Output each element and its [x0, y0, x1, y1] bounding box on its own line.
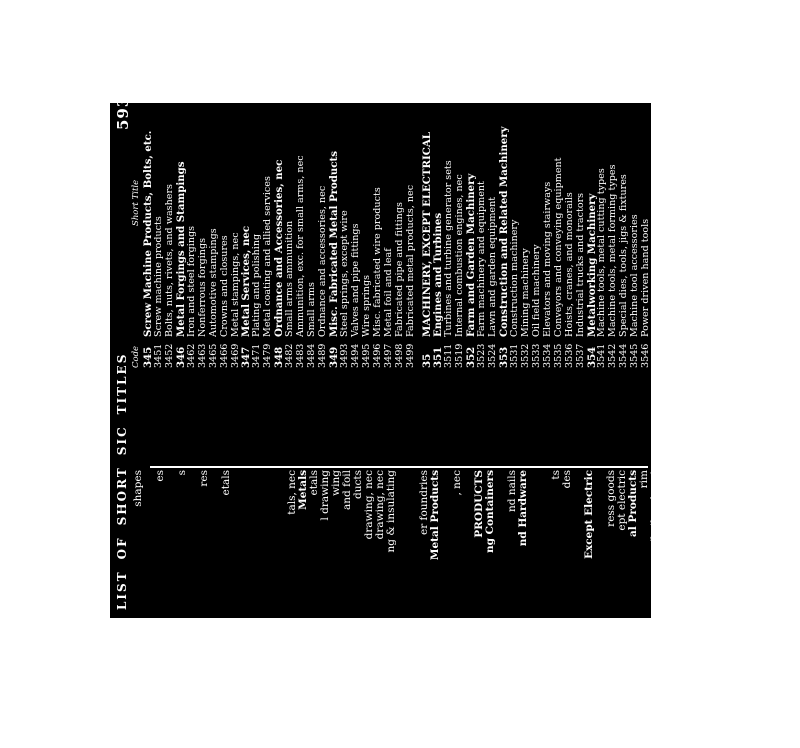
- left-column-line: dings: [682, 470, 694, 499]
- left-column-line: [254, 470, 265, 748]
- sic-title: Screw Machine Products, Bolts, etc.: [142, 130, 154, 337]
- heading-word: TITLES: [115, 352, 129, 415]
- sic-code: 3519: [454, 343, 466, 368]
- sic-title: Construction and Related Machinery: [498, 126, 510, 337]
- sic-code: 3496: [371, 343, 383, 368]
- sic-title: Farm machinery and equipment: [476, 181, 488, 337]
- sic-title: Metalworking machinery, nec: [662, 192, 674, 337]
- left-column-line: ept electric: [616, 470, 628, 531]
- sic-title: Misc. Fabricated Metal Products: [327, 151, 340, 337]
- sic-title: Conveyors and conveying equipment: [552, 157, 564, 337]
- left-column-line: ng Containers: [484, 470, 496, 554]
- sic-title: Lawn and garden equipment: [487, 196, 499, 337]
- title-header: Short Title: [131, 179, 141, 226]
- sic-code: 3551: [683, 343, 695, 368]
- sic-code: 3545: [629, 343, 641, 368]
- sic-title: Ammunition, exc. for small arms, nec: [295, 155, 307, 337]
- sic-title: Machine tools, metal cutting types: [596, 168, 608, 337]
- sic-title: Machine tools, metal forming types: [607, 164, 619, 337]
- heading-word: SHORT: [115, 466, 129, 526]
- left-column-line: ducts: [352, 470, 364, 499]
- sic-title: Special dies, tools, jigs & fixtures: [618, 174, 630, 337]
- sic-code: 3494: [349, 343, 361, 368]
- left-column-line: Except Electric: [583, 470, 595, 560]
- left-column-line: [210, 470, 221, 748]
- scanned-page: [110, 95, 705, 618]
- sic-code: 349: [327, 346, 340, 368]
- left-column-line: es: [154, 470, 166, 482]
- left-column-line: s: [176, 470, 188, 476]
- sic-code: 353: [498, 346, 510, 368]
- sic-code: 3511: [443, 343, 455, 368]
- left-column-line: tals, nec: [286, 470, 298, 515]
- sic-title: Small arms ammunition: [284, 220, 296, 337]
- left-column-line: al Products: [627, 470, 639, 538]
- left-column-line: [166, 470, 177, 748]
- left-column-line: Metals: [297, 470, 309, 510]
- sic-code: 3541: [596, 343, 608, 368]
- sic-title: Fabricated metal products, nec: [404, 184, 416, 337]
- sic-code: 3495: [360, 343, 372, 368]
- left-column-line: wing: [330, 470, 342, 496]
- sic-code: 3482: [284, 343, 296, 368]
- sic-title: Metal Forgings and Stampings: [174, 161, 187, 337]
- left-column-line: k: [671, 470, 683, 477]
- sic-title: Metal foil and leaf: [382, 248, 394, 337]
- left-column-line: etals: [308, 470, 320, 496]
- sic-title: Valves and pipe fittings: [349, 223, 361, 337]
- sic-title: Wire springs: [360, 274, 372, 337]
- left-column-line: l drawing: [319, 470, 331, 521]
- sic-code: 3531: [508, 343, 520, 368]
- sic-title: Food products machinery: [683, 212, 695, 337]
- sic-title: Bolts, nuts, rivets, and washers: [163, 184, 175, 337]
- sic-title: Misc. fabricated wire products: [371, 187, 383, 337]
- left-column-line: ress goods: [605, 470, 617, 527]
- sic-code: 3471: [251, 343, 263, 368]
- sic-code: 3549: [662, 343, 674, 368]
- sic-code: 348: [273, 346, 286, 368]
- left-column-line: [540, 470, 551, 748]
- sic-title: MACHINERY, EXCEPT ELECTRICAL: [421, 132, 434, 337]
- left-column-line: and foil: [341, 470, 353, 511]
- left-column-line: shapes: [132, 470, 144, 507]
- sic-title: Rolling mill machinery: [651, 226, 663, 337]
- sic-title: Turbines and turbine generator sets: [443, 160, 455, 337]
- sic-title: Plating and polishing: [251, 233, 263, 337]
- left-column-line: etals: [220, 470, 232, 496]
- sic-code: 3451: [152, 343, 164, 368]
- left-column-line: 1: [693, 470, 705, 477]
- sic-code: 3533: [530, 343, 542, 368]
- heading-word: SIC: [115, 425, 129, 456]
- left-column-line: rim: [638, 470, 650, 489]
- sic-title: Industrial trucks and tractors: [574, 192, 586, 337]
- page-number: 593: [114, 95, 132, 130]
- sic-code: 346: [174, 346, 187, 368]
- left-column-line: drawing, nec: [363, 470, 375, 540]
- sic-code: 3537: [574, 343, 586, 368]
- sic-title: Power driven hand tools: [640, 218, 652, 337]
- sic-code: 3465: [207, 343, 219, 368]
- sic-code: 3469: [229, 343, 241, 368]
- sic-code: 3536: [563, 343, 575, 368]
- rotated-content: [110, 95, 705, 618]
- column-divider: [150, 466, 648, 468]
- code-header: Code: [131, 345, 141, 368]
- sic-title: Screw machine products: [152, 216, 164, 337]
- sic-code: 3499: [404, 343, 416, 368]
- heading-word: LIST: [115, 570, 129, 610]
- left-column-line: ng & insulating: [385, 470, 397, 553]
- sic-title: Farm and Garden Machinery: [465, 173, 478, 337]
- left-column-line: [661, 470, 672, 748]
- sic-title: Oil field machinery: [530, 244, 542, 337]
- sic-code: 3484: [306, 343, 318, 368]
- sic-code: 3498: [393, 343, 405, 368]
- sic-code: 35: [421, 353, 434, 368]
- sic-code: 345: [142, 346, 154, 368]
- sic-title: Metal stampings, nec: [229, 232, 241, 337]
- sic-title: Internal combustion engines, nec: [454, 174, 466, 337]
- sic-code: 347: [240, 346, 253, 368]
- sic-code: 3466: [218, 343, 230, 368]
- sic-title: Small arms: [306, 282, 318, 337]
- left-column-line: [188, 470, 199, 748]
- left-column-line: , nec: [451, 470, 463, 496]
- sic-code: 3479: [262, 343, 274, 368]
- sic-code: 3534: [541, 343, 553, 368]
- sic-code: 3524: [487, 343, 499, 368]
- sic-code: 3463: [196, 343, 208, 368]
- left-column-line: res: [198, 470, 210, 487]
- sic-title: Fabricated pipe and fittings: [393, 202, 405, 337]
- sic-title: Machine tool accessories: [629, 214, 641, 337]
- left-column-line: nd nails: [506, 470, 518, 512]
- sic-code: 3535: [552, 343, 564, 368]
- sic-code: 351: [432, 346, 445, 368]
- left-column-line: nd Hardware: [517, 470, 529, 547]
- sic-code: 355: [673, 346, 685, 368]
- sic-title: Ordnance and accessories, nec: [317, 185, 328, 337]
- left-column-line: [265, 470, 276, 748]
- sic-code: 354: [585, 346, 598, 368]
- left-column-line: er foundries: [418, 470, 430, 536]
- sic-code: 3493: [338, 343, 350, 368]
- sic-code: 3462: [185, 343, 197, 368]
- sic-code: 3497: [382, 343, 394, 368]
- sic-code: 3544: [618, 343, 630, 368]
- left-column-line: [441, 470, 452, 748]
- left-column-line: [529, 470, 540, 748]
- left-column-line: PRODUCTS: [473, 470, 485, 538]
- page-heading: [115, 342, 129, 610]
- left-column-line: des: [561, 470, 573, 489]
- sic-title: Mining machinery: [519, 248, 531, 337]
- sic-code: 3523: [476, 343, 488, 368]
- sic-title: Ordnance and Accessories, nec: [273, 159, 286, 337]
- sic-title: Iron and steel forgings: [185, 225, 197, 337]
- sic-code: 3546: [640, 343, 652, 368]
- sic-code: 3542: [607, 343, 619, 368]
- left-column-line: [397, 470, 408, 748]
- left-column-list: [133, 470, 705, 748]
- sic-title: Automotive stampings: [207, 228, 219, 337]
- left-column-line: [243, 470, 254, 748]
- sic-title: Engines and Turbines: [432, 212, 445, 337]
- sic-title: Construction machinery: [508, 219, 520, 337]
- sic-code: 3452: [163, 343, 175, 368]
- left-column-line: drawing, nec: [374, 470, 386, 540]
- sic-code: 352: [465, 346, 478, 368]
- sic-title: Steel springs, except wire: [338, 210, 350, 337]
- sic-title: Nonferrous forgings: [196, 237, 208, 337]
- sic-code: 3547: [651, 343, 663, 368]
- left-column-line: Metal Products: [429, 470, 441, 561]
- heading-word: OF: [115, 536, 129, 560]
- sic-title: Elevators and moving stairways: [541, 181, 553, 337]
- sic-title: Metalworking Machinery: [585, 193, 598, 337]
- left-column-line: [144, 470, 155, 748]
- sic-title: Crowns and closures: [218, 235, 230, 337]
- sic-title: Hoists, cranes, and monorails: [563, 192, 575, 337]
- sic-title: Special Industry Machinery: [673, 179, 685, 337]
- sic-code: 3483: [295, 343, 307, 368]
- sic-title: Metal Services, nec: [240, 225, 253, 337]
- sic-title: Metal coating and allied services: [262, 176, 274, 337]
- sic-code: 3489: [317, 343, 328, 368]
- left-column-line: ts: [550, 470, 562, 480]
- left-column-line: [232, 470, 243, 748]
- left-column-line: (boiler shops): [649, 470, 661, 544]
- sic-code: 3532: [519, 343, 531, 368]
